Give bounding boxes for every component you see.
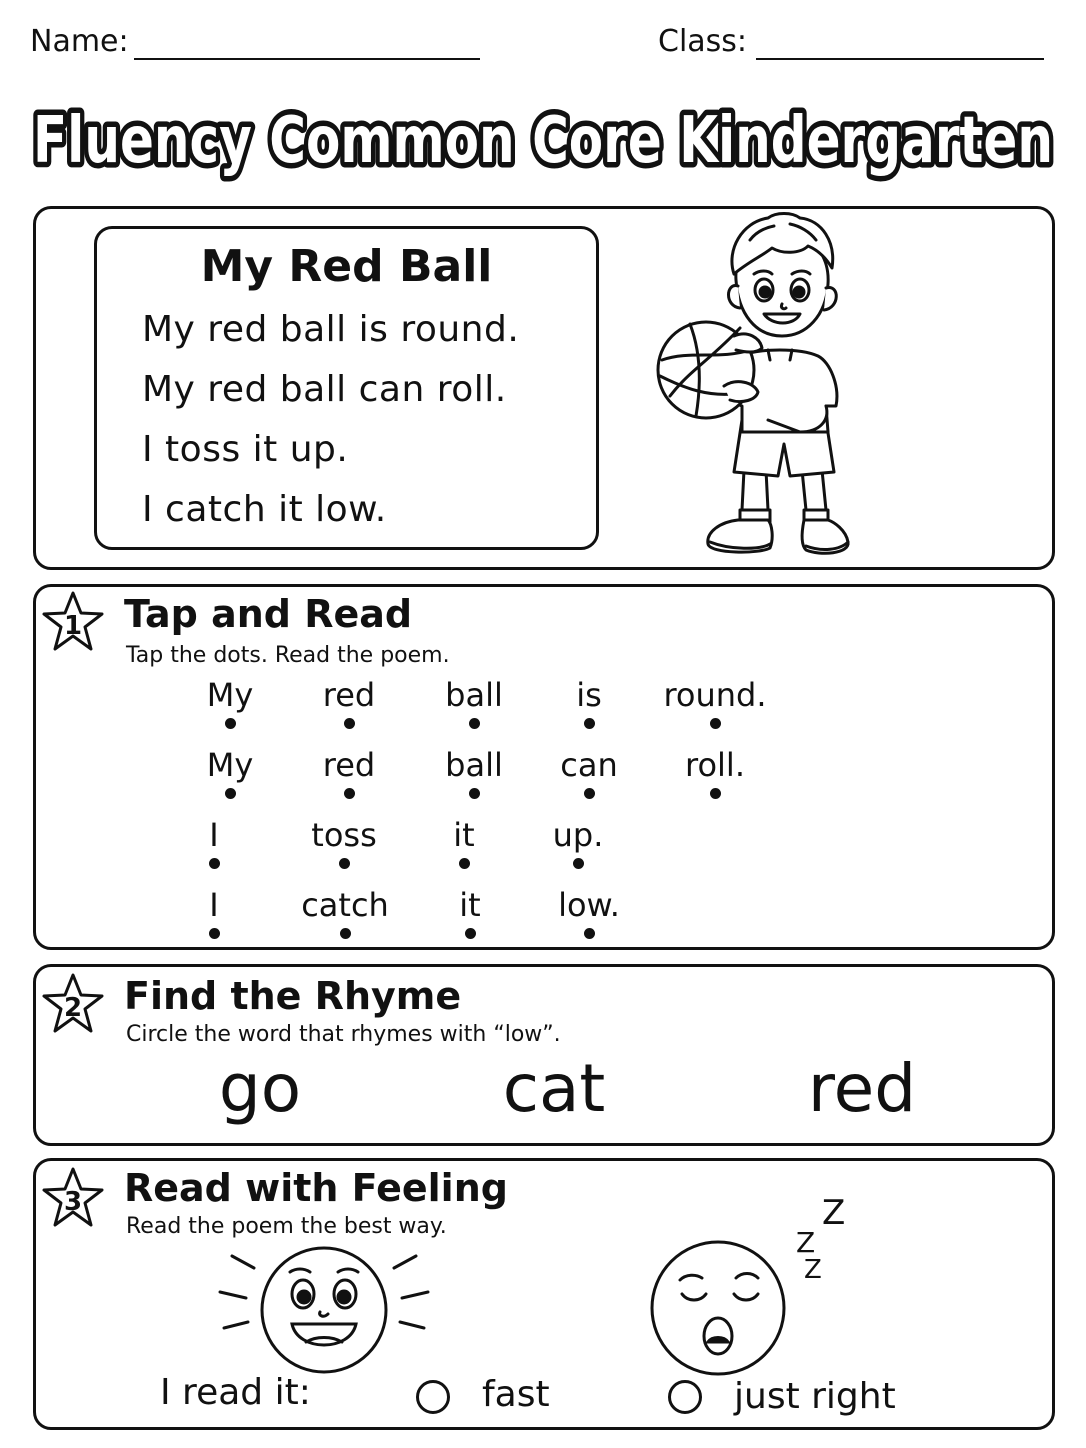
worksheet-title [0,88,1086,192]
section-title: Find the Rhyme [124,974,462,1018]
tap-dot[interactable] [209,928,220,939]
svg-text:3: 3 [63,1187,83,1217]
tap-dot[interactable] [339,858,350,869]
svg-text:2: 2 [63,993,83,1023]
section-subtitle: Circle the word that rhymes with “low”. [126,1022,561,1047]
section-title: Read with Feeling [124,1166,508,1210]
tap-word: it [453,816,475,854]
tap-dot[interactable] [459,858,470,869]
section-title: Tap and Read [124,592,413,636]
tap-word: I [209,816,219,854]
poem-title: My Red Ball [200,241,493,292]
fast-radio[interactable] [416,1380,450,1414]
tap-word: round. [663,676,767,714]
tap-word: is [576,676,602,714]
tap-word: red [322,676,376,714]
tap-dot[interactable] [225,788,236,799]
rhyme-choice-go[interactable]: go [218,1050,302,1127]
poem-line: I catch it low. [142,489,387,530]
worksheet-title-text: Fluency Common Core Kindergarten [33,104,1053,178]
tap-dot[interactable] [344,718,355,729]
star-number-badge [40,972,106,1036]
tap-word: ball [445,746,503,784]
just-right-option-label: just right [734,1376,896,1417]
just-right-radio[interactable] [668,1380,702,1414]
sleepy-face-icon [646,1190,856,1376]
poem-line: My red ball is round. [142,309,520,350]
tap-word: red [322,746,376,784]
read-it-prompt: I read it: [160,1372,311,1413]
star-number-badge [40,590,106,654]
poem-box [94,226,599,550]
sleep-z-letter: Z [796,1226,816,1259]
tap-word: I [209,886,219,924]
tap-dot[interactable] [710,718,721,729]
sleep-z-letter: Z [822,1193,846,1233]
tap-word: catch [301,886,389,924]
svg-text:1: 1 [63,611,83,641]
tap-dot[interactable] [584,718,595,729]
tap-word: low. [558,886,620,924]
fast-option-label: fast [482,1374,550,1415]
tap-word: My [206,676,254,714]
tap-word: toss [311,816,377,854]
rhyme-choice-red[interactable]: red [807,1050,917,1127]
class-field[interactable] [756,58,1044,60]
tap-dot[interactable] [469,718,480,729]
tap-dot[interactable] [465,928,476,939]
tap-word: My [206,746,254,784]
name-label: Name: [30,24,129,59]
tap-dot[interactable] [209,858,220,869]
tap-dot[interactable] [584,788,595,799]
boy-with-ball-illustration [650,210,870,566]
section-subtitle: Read the poem the best way. [126,1214,447,1239]
tap-dot[interactable] [225,718,236,729]
name-field[interactable] [134,58,480,60]
section-subtitle: Tap the dots. Read the poem. [126,643,450,668]
happy-face-icon [210,1244,440,1374]
tap-dot[interactable] [710,788,721,799]
tap-word: can [560,746,618,784]
sleep-z-letter: Z [804,1255,822,1285]
tap-word: it [459,886,481,924]
tap-word: up. [552,816,604,854]
tap-dot[interactable] [584,928,595,939]
poem-line: I toss it up. [142,429,349,470]
tap-word: roll. [685,746,745,784]
class-label: Class: [658,24,748,59]
tap-dot[interactable] [344,788,355,799]
tap-dot[interactable] [340,928,351,939]
tap-dot[interactable] [573,858,584,869]
rhyme-choice-cat[interactable]: cat [502,1050,606,1127]
tap-word: ball [445,676,503,714]
star-number-badge [40,1166,106,1230]
poem-line: My red ball can roll. [142,369,507,410]
tap-dot[interactable] [469,788,480,799]
